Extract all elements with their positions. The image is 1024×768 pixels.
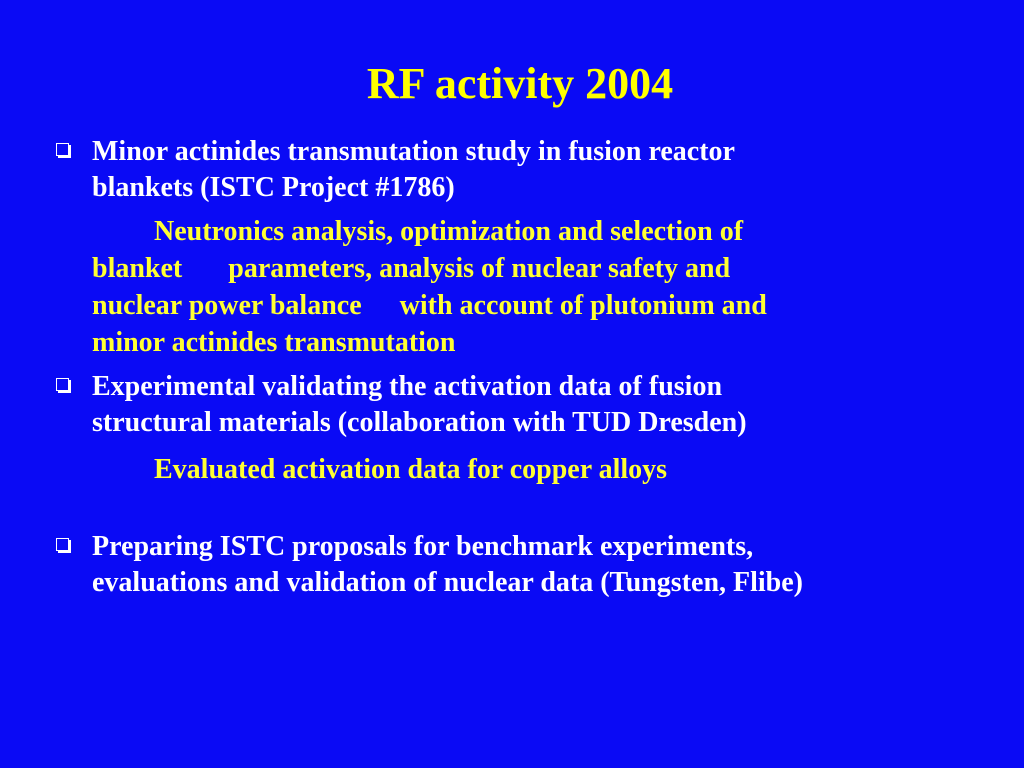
sub-point-line: minor actinides transmutation	[92, 327, 456, 358]
bullet-line: blankets (ISTC Project #1786)	[92, 172, 455, 203]
bullet-line: Experimental validating the activation data of fusion	[92, 371, 723, 402]
bullet-line: Preparing ISTC proposals for benchmark experiments,	[92, 531, 754, 562]
bullet-item	[56, 134, 976, 206]
sub-point-text: nuclear power balance	[92, 290, 362, 321]
sub-point-text: parameters, analysis of nuclear safety and	[228, 253, 731, 284]
hollow-square-bullet-icon	[56, 378, 69, 391]
hollow-square-bullet-icon	[56, 538, 69, 551]
bullet-item	[56, 369, 976, 441]
sub-point	[92, 451, 952, 488]
bullet-line: Minor actinides transmutation study in fusion reactor	[92, 136, 735, 167]
slide-title: RF activity 2004	[366, 59, 674, 108]
sub-point-text: blanket	[92, 253, 183, 284]
bullet-item	[56, 529, 976, 601]
sub-point	[92, 213, 952, 361]
bullet-line: evaluations and validation of nuclear data (Tungsten, Flibe)	[92, 567, 804, 598]
sub-point-line	[92, 250, 952, 287]
sub-point-text: with account of plutonium and	[399, 290, 767, 321]
sub-point-line: Evaluated activation data for copper alloys	[154, 454, 668, 485]
sub-point-line: Neutronics analysis, optimization and selection of	[154, 216, 744, 247]
bullet-line: structural materials (collaboration with TUD Dresden)	[92, 407, 747, 438]
sub-point-line	[92, 287, 952, 324]
hollow-square-bullet-icon	[56, 143, 69, 156]
